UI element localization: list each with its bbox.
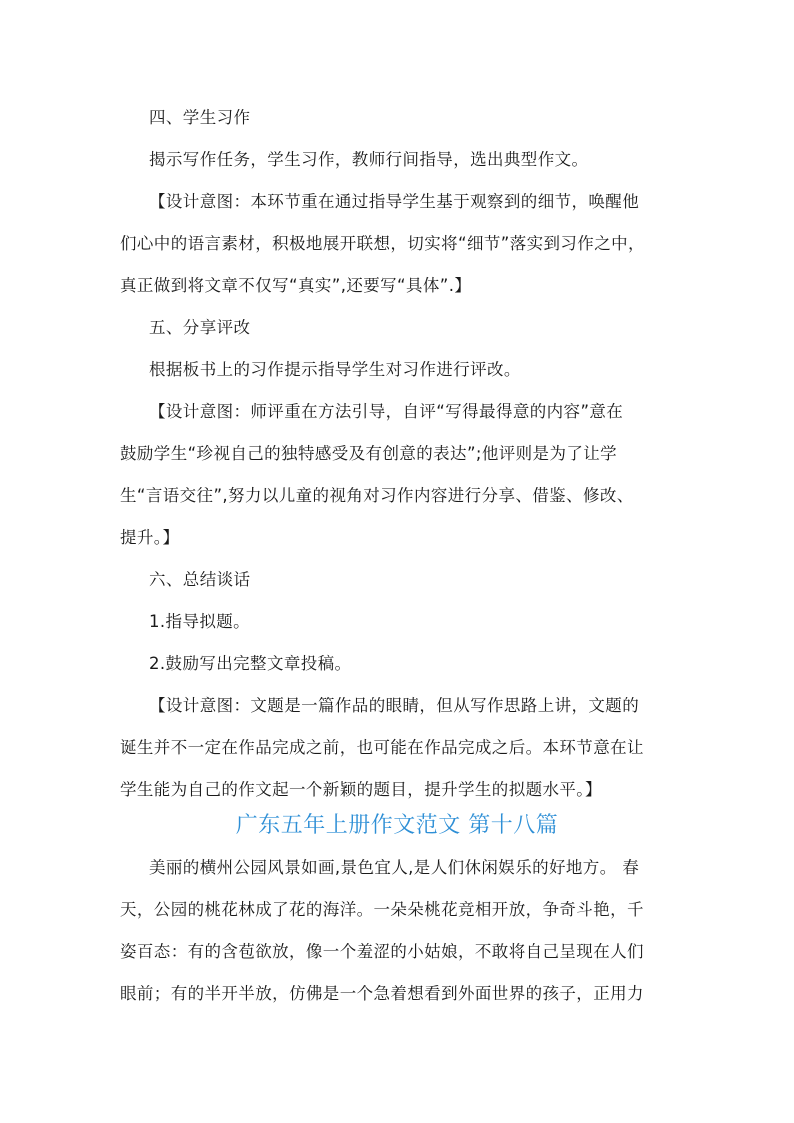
article-line: 天，公园的桃花林成了花的海洋。一朵朵桃花竞相开放，争奇斗艳，千	[120, 900, 644, 919]
section5-heading: 五、分享评改	[149, 318, 251, 337]
article-title: 广东五年上册作文范文 第十八篇	[235, 813, 559, 838]
section4-intent-line: 真正做到将文章不仅写“真实”,还要写“具体”.】	[120, 276, 472, 295]
section4-body: 揭示写作任务，学生习作，教师行间指导，选出典型作文。	[149, 150, 589, 169]
section6-intent	[120, 685, 672, 811]
section4-heading: 四、学生习作	[149, 108, 251, 127]
section5-intent-line: 鼓励学生“珍视自己的独特感受及有创意的表达”;他评则是为了让学	[120, 444, 618, 463]
section5-intent-line: 生“言语交往”,努力以儿童的视角对习作内容进行分享、借鉴、修改、	[120, 486, 634, 505]
lesson-plan-sections	[120, 97, 672, 811]
section6-heading: 六、总结谈话	[149, 570, 251, 589]
section6-item-2: 2.鼓励写出完整文章投稿。	[149, 654, 352, 673]
section6-intent-line: 诞生并不一定在作品完成之前，也可能在作品完成之后。本环节意在让	[120, 738, 644, 757]
section6-intent-line: 学生能为自己的作文起一个新颖的题目，提升学生的拟题水平。】	[120, 780, 602, 799]
section4-intent-line: 【设计意图：本环节重在通过指导学生基于观察到的细节，唤醒他	[149, 192, 640, 211]
article-line: 美丽的横州公园风景如画,景色宜人,是人们休闲娱乐的好地方。 春	[149, 858, 640, 877]
section6-item-1: 1.指导拟题。	[149, 612, 251, 631]
section6-intent-line: 【设计意图：文题是一篇作品的眼睛，但从写作思路上讲，文题的	[149, 696, 640, 715]
section5-body: 根据板书上的习作提示指导学生对习作进行评改。	[149, 360, 521, 379]
article-body	[120, 847, 672, 1015]
section4-intent-line: 们心中的语言素材，积极地展开联想，切实将“细节”落实到习作之中，	[120, 234, 645, 253]
section4-intent	[120, 181, 672, 307]
article-line: 姿百态：有的含苞欲放，像一个羞涩的小姑娘，不敢将自己呈现在人们	[120, 942, 644, 961]
section5-intent-line: 【设计意图：师评重在方法引导，自评“写得最得意的内容”意在	[149, 402, 624, 421]
section5-intent	[120, 391, 672, 559]
section5-intent-line: 提升。】	[120, 528, 180, 547]
article-line: 眼前；有的半开半放，仿佛是一个急着想看到外面世界的孩子，正用力	[120, 984, 644, 1003]
